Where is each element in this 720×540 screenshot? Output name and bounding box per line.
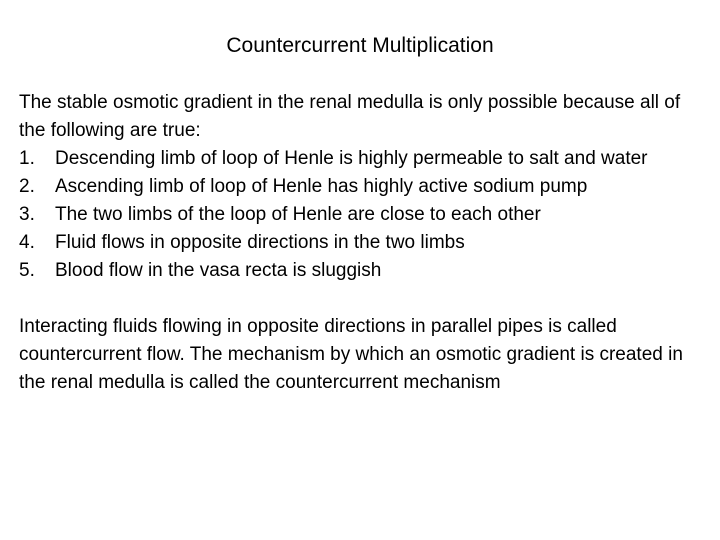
slide-title: Countercurrent Multiplication	[226, 34, 494, 57]
intro-text: The stable osmotic gradient in the renal medulla is only possible because all of the following are true:	[19, 92, 681, 141]
list-item	[19, 257, 704, 285]
list-item-text: Fluid flows in opposite directions in the two limbs	[55, 232, 465, 253]
list-item	[19, 173, 704, 201]
list-item	[19, 201, 704, 229]
list-item-number: 2.	[19, 176, 35, 197]
slide-body	[19, 89, 704, 397]
list-item-number: 4.	[19, 232, 35, 253]
list-item-number: 3.	[19, 204, 35, 225]
list-item-text: The two limbs of the loop of Henle are close to each other	[55, 204, 541, 225]
list-item-text: Blood flow in the vasa recta is sluggish	[55, 260, 382, 281]
conditions-list	[19, 145, 704, 285]
list-item-number: 5.	[19, 260, 35, 281]
list-item	[19, 145, 704, 173]
list-item-text: Descending limb of loop of Henle is highly permeable to salt and water	[55, 148, 648, 169]
list-item	[19, 229, 704, 257]
list-item-text: Ascending limb of loop of Henle has highly active sodium pump	[55, 176, 588, 197]
list-item-number: 1.	[19, 148, 35, 169]
explanation-paragraph: Interacting fluids flowing in opposite directions in parallel pipes is called countercurrent flow. The mechanism by which an osmotic gradient is created in the renal medulla is called the countercurrent mechanism	[19, 316, 683, 393]
